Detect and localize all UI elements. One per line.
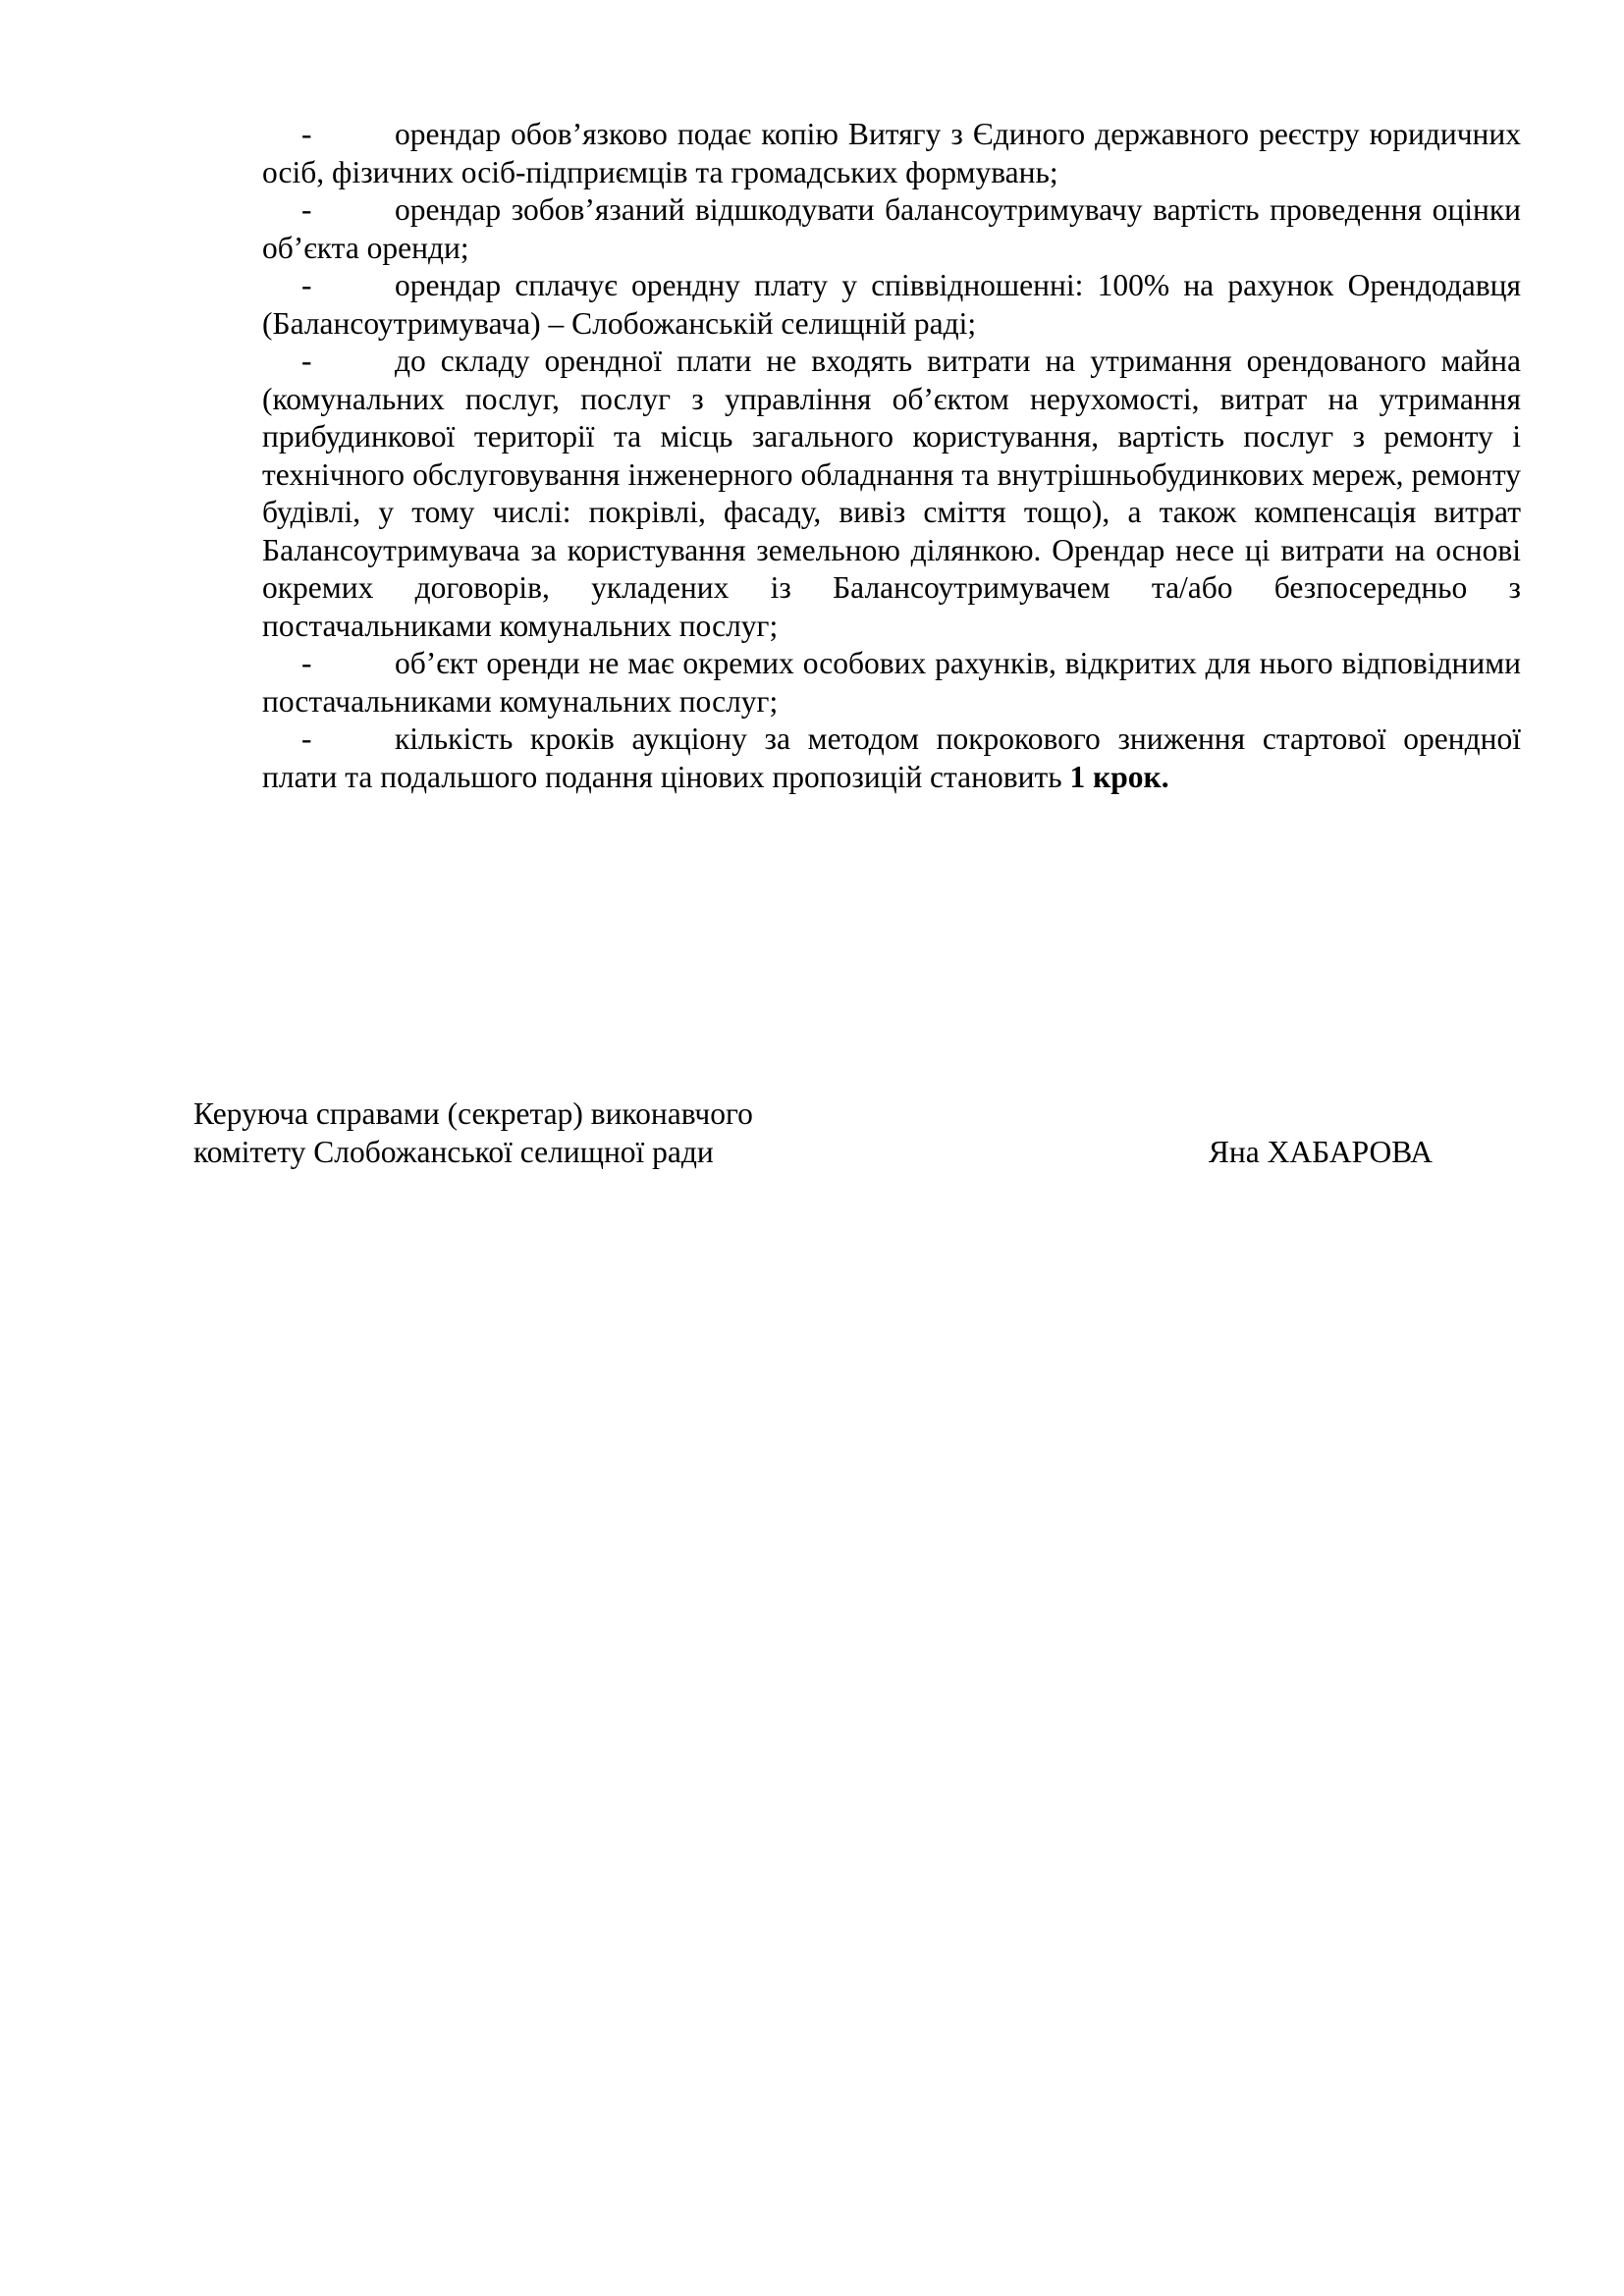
list-item (262, 721, 1521, 796)
list-item (262, 267, 1521, 343)
list-item-text: до складу орендної плати не входять витрати на утримання орендованого майна (комунальних послуг, послуг з управління об’єктом нерухомості, витрат на утримання прибудинкової території та місць загального користування, вартість послуг з ремонту і технічного обслуговування інженерного обладнання та внутрішньобудинкових мереж, ремонту будівлі, у тому числі: покрівлі, фасаду, вивіз сміття тощо), а також компенсація витрат Балансоутримувача за користування земельною ділянкою. Орендар несе ці витрати на основі окремих договорів, укладених із Балансоутримувачем та/або безпосередньо з постачальниками комунальних послуг; (262, 344, 1521, 643)
list-item (262, 116, 1521, 191)
list-item-text: кількість кроків аукціону за методом покрокового зниження стартової орендної плати та подальшого подання цінових пропозицій становить (262, 721, 1521, 794)
bullet-dash: - (301, 344, 312, 378)
signature-title-line-1: Керуюча справами (секретар) виконавчого (193, 1096, 753, 1131)
list-item (262, 191, 1521, 267)
signature-title-line-2-text: комітету Слобожанської селищної ради (193, 1134, 714, 1169)
list-item (262, 343, 1521, 645)
list-item (262, 645, 1521, 721)
list-item-text: орендар сплачує орендну плату у співвідношенні: 100% на рахунок Орендодавця (Балансоутримувача) – Слобожанській селищній раді; (262, 268, 1521, 341)
bullet-dash: - (301, 646, 312, 680)
list-item-text: об’єкт оренди не має окремих особових рахунків, відкритих для нього відповідними постачальниками комунальних послуг; (262, 646, 1521, 719)
bullet-dash: - (301, 192, 312, 227)
list-item-text: орендар зобов’язаний відшкодувати балансоутримувачу вартість проведення оцінки об’єкта оренди; (262, 192, 1521, 265)
list-item-text: орендар обов’язково подає копію Витягу з Єдиного державного реєстру юридичних осіб, фізичних осіб-підприємців та громадських формувань; (262, 117, 1521, 189)
auction-steps-value: 1 крок. (1069, 759, 1169, 794)
signature-block (193, 1095, 1433, 1171)
signatory-name: Яна ХАБАРОВА (1208, 1134, 1433, 1169)
bullet-dash: - (301, 117, 312, 151)
document-body (262, 116, 1521, 796)
bullet-dash: - (301, 721, 312, 756)
signature-title-line-2 (193, 1134, 1433, 1172)
bullet-dash: - (301, 268, 312, 302)
